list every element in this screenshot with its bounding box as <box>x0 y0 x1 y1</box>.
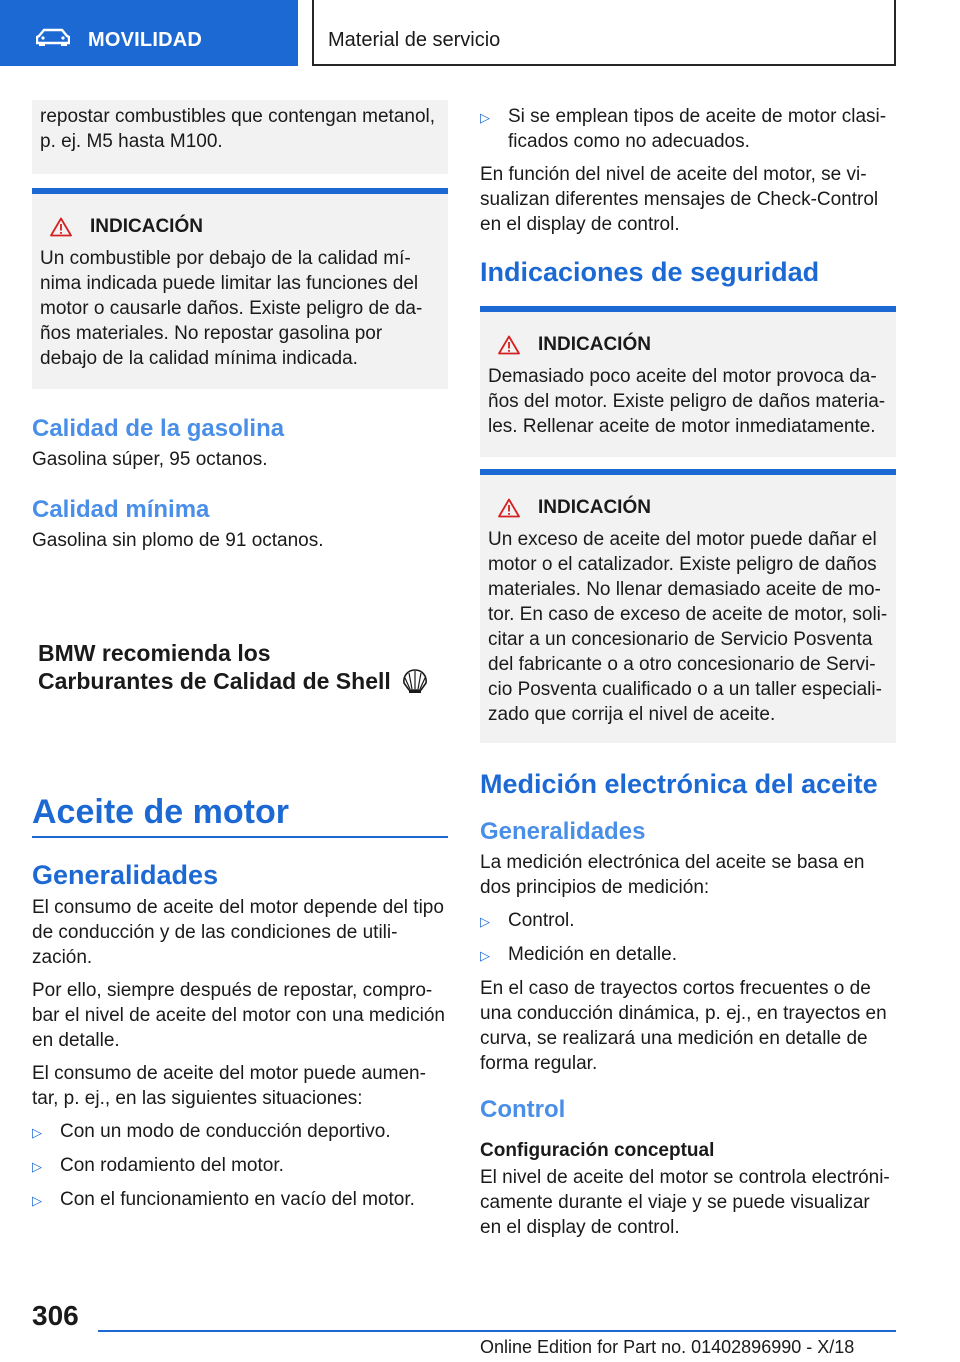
list-item <box>480 942 896 968</box>
note-text: Demasiado poco aceite del motor provoca da-ños del motor. Existe peligro de daños materia-les. Rellenar aceite de motor inmediatamente. <box>488 366 886 437</box>
heading-configuracion: Configuración conceptual <box>480 1140 715 1161</box>
triangle-bullet-icon: ▷ <box>32 1193 42 1208</box>
promo-line-2: Carburantes de Calidad de Shell <box>38 668 391 694</box>
note-box-poco-aceite <box>480 306 896 457</box>
paragraph-consumo: El consumo de aceite del motor depende del tipo de conducción y de las condiciones de utili-zación. <box>32 897 444 968</box>
heading-generalidades-right: Generalidades <box>480 818 646 845</box>
list-item <box>32 1153 448 1179</box>
triangle-bullet-icon: ▷ <box>32 1125 42 1140</box>
paragraph-repostar: Por ello, siempre después de repostar, compro-bar el nivel de aceite del motor con una medición en detalle. <box>32 980 445 1051</box>
continued-box <box>32 100 448 174</box>
warning-icon <box>50 217 72 237</box>
note-box-fuel <box>32 188 448 389</box>
note-text: Un combustible por debajo de la calidad mí-nima indicada puede limitar las funciones del motor o causarle daños. Existe peligro de da-ños materiales. No repostar gasolina por debajo de la calidad mínima indicada. <box>40 248 423 369</box>
list-item <box>480 104 896 154</box>
warning-icon <box>498 335 520 355</box>
note-box-exceso-aceite <box>480 469 896 743</box>
section-label: MOVILIDAD <box>88 29 203 51</box>
heading-medicion-electronica: Medición electrónica del aceite <box>480 769 878 799</box>
section-tab-movilidad[interactable] <box>0 0 298 66</box>
note-text: Un exceso de aceite del motor puede dañar el motor o el catalizador. Existe peligro de daños materiales. No llenar demasiado aceite de mo-tor. En caso de exceso de aceite de motor, soli-citar a un concesionario de Servicio Posventa del fabricante o a otro concesionario de Servi-cio Posventa cualificado o a un taller especiali-zado que corrija el nivel de aceite. <box>488 529 888 725</box>
list-item-text: Con un modo de conducción deportivo. <box>60 1121 391 1142</box>
list-item-text: Medición en detalle. <box>508 944 677 965</box>
triangle-bullet-icon: ▷ <box>32 1159 42 1174</box>
chapter-header <box>312 0 896 66</box>
heading-calidad-gasolina: Calidad de la gasolina <box>32 415 285 442</box>
list-item-text: Con el funcionamiento en vacío del motor. <box>60 1189 415 1210</box>
note-title: INDICACIÓN <box>90 216 203 237</box>
heading-calidad-minima: Calidad mínima <box>32 496 210 523</box>
heading-aceite-motor: Aceite de motor <box>32 793 448 838</box>
gasolina-text: Gasolina súper, 95 octanos. <box>32 449 268 470</box>
paragraph-aumentar: El consumo de aceite del motor puede aumen-tar, p. ej., en las siguientes situaciones: <box>32 1063 426 1109</box>
chapter-title: Material de servicio <box>328 29 501 51</box>
heading-control: Control <box>480 1096 566 1123</box>
triangle-bullet-icon: ▷ <box>480 948 490 963</box>
list-item <box>32 1187 448 1213</box>
footer-rule <box>98 1330 896 1332</box>
list-item <box>480 908 896 934</box>
list-item-text: Con rodamiento del motor. <box>60 1155 284 1176</box>
edition-footer: Online Edition for Part no. 01402896990 - X/18 <box>480 1337 855 1357</box>
left-column <box>32 100 448 1221</box>
note-heading <box>498 497 888 519</box>
car-icon <box>36 28 70 46</box>
continued-text: repostar combustibles que contengan metanol, p. ej. M5 hasta M100. <box>40 106 436 152</box>
paragraph-trayectos: En el caso de trayectos cortos frecuentes o de una conducción dinámica, p. ej., en trayectos en curva, se realizará una medición en detalle de forma regular. <box>480 978 887 1074</box>
paragraph-configuracion: El nivel de aceite del motor se controla electróni-camente durante el viaje y se puede visualizar en el display de control. <box>480 1167 890 1238</box>
note-title: INDICACIÓN <box>538 334 651 355</box>
warning-icon <box>498 498 520 518</box>
promo-line-1: BMW recomienda los <box>38 640 271 666</box>
note-heading <box>50 216 440 238</box>
heading-indicaciones-seguridad: Indicaciones de seguridad <box>480 257 820 287</box>
triangle-bullet-icon: ▷ <box>480 110 490 125</box>
shell-logo-icon <box>401 668 429 694</box>
list-item-text: Control. <box>508 910 575 931</box>
paragraph-medicion: La medición electrónica del aceite se basa en dos principios de medición: <box>480 852 865 898</box>
triangle-bullet-icon: ▷ <box>480 914 490 929</box>
page-number: 306 <box>32 1300 79 1331</box>
shell-promo-banner <box>32 639 448 709</box>
note-title: INDICACIÓN <box>538 497 651 518</box>
right-column <box>480 104 896 1248</box>
paragraph-nivel: En función del nivel de aceite del motor, se vi-sualizan diferentes mensajes de Check-Control en el display de control. <box>480 164 879 235</box>
heading-generalidades: Generalidades <box>32 860 219 890</box>
note-heading <box>498 334 888 356</box>
minima-text: Gasolina sin plomo de 91 octanos. <box>32 530 324 551</box>
list-item-text: Si se emplean tipos de aceite de motor clasi-ficados como no adecuados. <box>508 106 887 152</box>
list-item <box>32 1119 448 1145</box>
